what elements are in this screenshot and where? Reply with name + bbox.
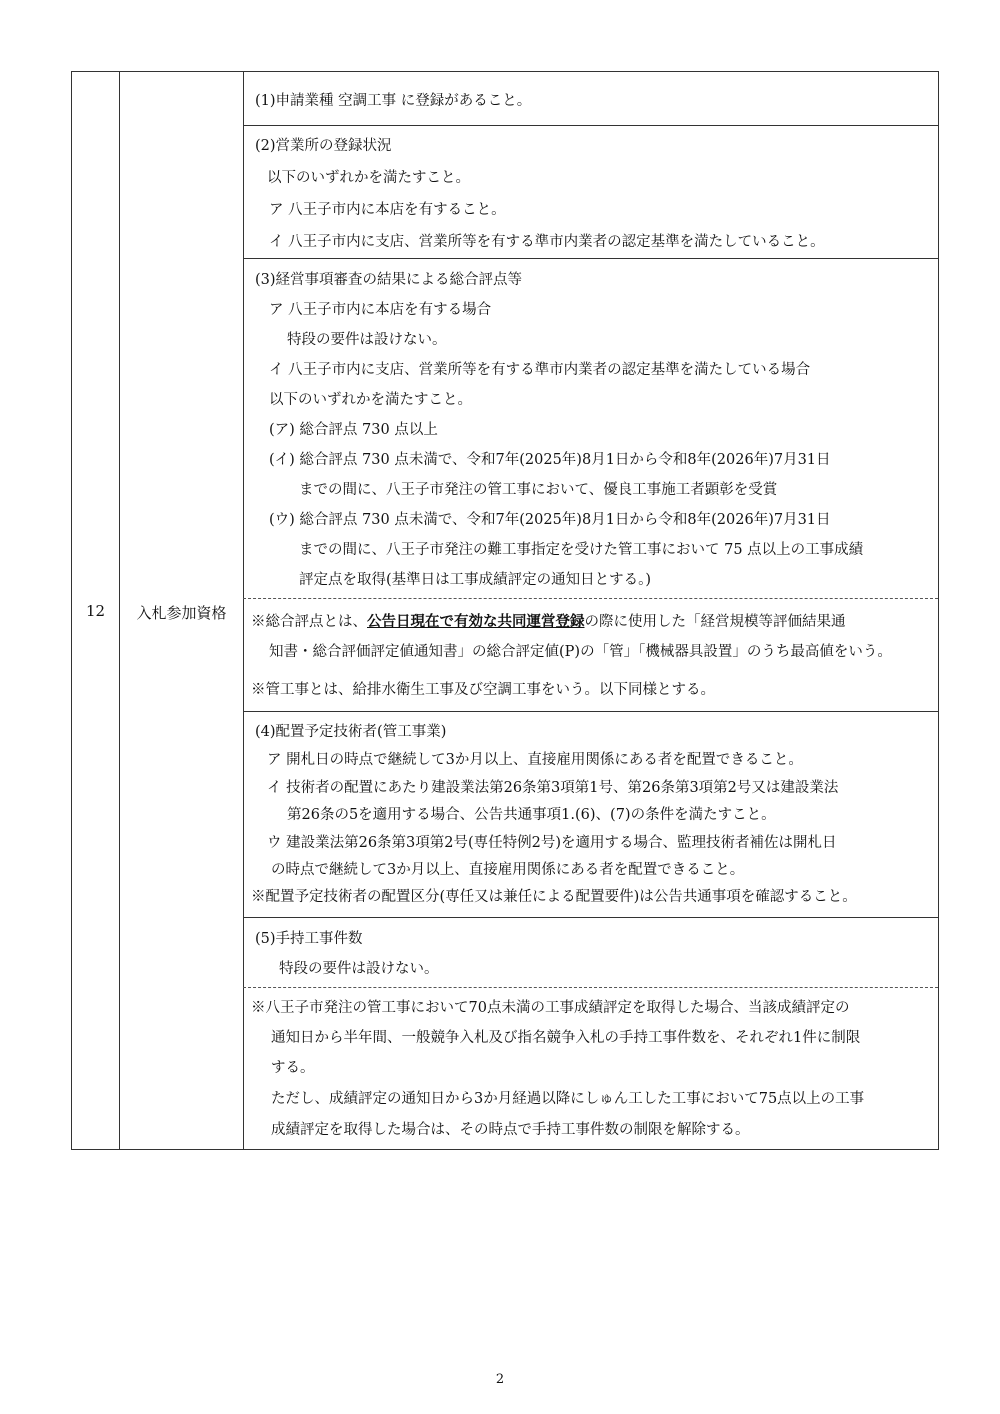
s2-line: ア 八王子市内に本店を有すること。 <box>269 202 506 218</box>
s3-line: までの間に、八王子市発注の管工事において、優良工事施工者顕彰を受賞 <box>299 482 778 498</box>
s4-note: ※配置予定技術者の配置区分(専任又は兼任による配置要件)は公告共通事項を確認すること。 <box>251 889 857 905</box>
note1-line: 知書・総合評価評定値通知書」の総合評定値(P)の「管」「機械器具設置」のうち最高値をいう。 <box>269 644 892 660</box>
s5-line: 特段の要件は設けない。 <box>279 961 439 977</box>
s4-title: (4)配置予定技術者(管工事業) <box>255 724 447 740</box>
s3-line: までの間に、八王子市発注の難工事指定を受けた管工事において 75 点以上の工事成績 <box>299 542 864 558</box>
s4-line: ウ 建設業法第26条第3項第2号(専任特例2号)を適用する場合、監理技術者補佐は開札日 <box>267 835 837 851</box>
s2-line: イ 八王子市内に支店、営業所等を有する準市内業者の認定基準を満たしていること。 <box>269 234 825 250</box>
s4-line: 第26条の5を適用する場合、公告共通事項1.(6)、(7)の条件を満たすこと。 <box>287 807 776 823</box>
s3-title: (3)経営事項審査の結果による総合評点等 <box>255 272 523 288</box>
note2-line: 通知日から半年間、一般競争入札及び指名競争入札の手持工事件数を、それぞれ1件に制限 <box>271 1030 861 1046</box>
note1-line: ※管工事とは、給排水衛生工事及び空調工事をいう。以下同様とする。 <box>251 682 715 698</box>
note1-emphasis: 公告日現在で有効な共同運営登録 <box>367 613 585 630</box>
note2-line: 成績評定を取得した場合は、その時点で手持工事件数の制限を解除する。 <box>271 1122 750 1138</box>
row-divider <box>243 125 938 126</box>
s4-line: イ 技術者の配置にあたり建設業法第26条第3項第1号、第26条第3項第2号又は建設業法 <box>267 780 839 796</box>
note1-line: ※総合評点とは、公告日現在で有効な共同運営登録の際に使用した「経営規模等評価結果通 <box>251 613 846 630</box>
s5-title: (5)手持工事件数 <box>255 931 363 947</box>
page-number: 2 <box>495 1372 505 1387</box>
dashed-divider <box>243 598 938 599</box>
s1-line: (1)申請業種 空調工事 に登録があること。 <box>255 93 532 109</box>
s3-line: イ 八王子市内に支店、営業所等を有する準市内業者の認定基準を満たしている場合 <box>269 362 811 378</box>
row-divider <box>243 917 938 918</box>
s3-line: 以下のいずれかを満たすこと。 <box>269 392 472 408</box>
s3-line: (ア) 総合評点 730 点以上 <box>269 422 438 438</box>
note2-line: する。 <box>271 1060 315 1076</box>
dashed-divider <box>243 987 938 988</box>
row-category: 入札参加資格 <box>136 604 227 622</box>
s2-title: (2)営業所の登録状況 <box>255 138 392 154</box>
note2-line: ※八王子市発注の管工事において70点未満の工事成績評定を取得した場合、当該成績評定の <box>251 1000 850 1016</box>
s3-line: ア 八王子市内に本店を有する場合 <box>269 302 492 318</box>
s2-line: 以下のいずれかを満たすこと。 <box>267 170 470 186</box>
qualification-table <box>71 71 939 1150</box>
row-divider <box>243 258 938 259</box>
row-number: 12 <box>85 602 106 620</box>
note2-line: ただし、成績評定の通知日から3か月経過以降にしゅん工した工事において75点以上の工事 <box>271 1091 865 1107</box>
s4-line: の時点で継続して3か月以上、直接雇用関係にある者を配置できること。 <box>271 862 745 878</box>
s3-line: 評定点を取得(基準日は工事成績評定の通知日とする。) <box>299 572 652 588</box>
s4-line: ア 開札日の時点で継続して3か月以上、直接雇用関係にある者を配置できること。 <box>267 752 803 768</box>
row-divider <box>243 711 938 712</box>
s3-line: (イ) 総合評点 730 点未満で、令和7年(2025年)8月1日から令和8年(2026年)7月31日 <box>269 452 831 468</box>
s3-line: (ウ) 総合評点 730 点未満で、令和7年(2025年)8月1日から令和8年(2026年)7月31日 <box>269 512 831 528</box>
s3-line: 特段の要件は設けない。 <box>287 332 447 348</box>
